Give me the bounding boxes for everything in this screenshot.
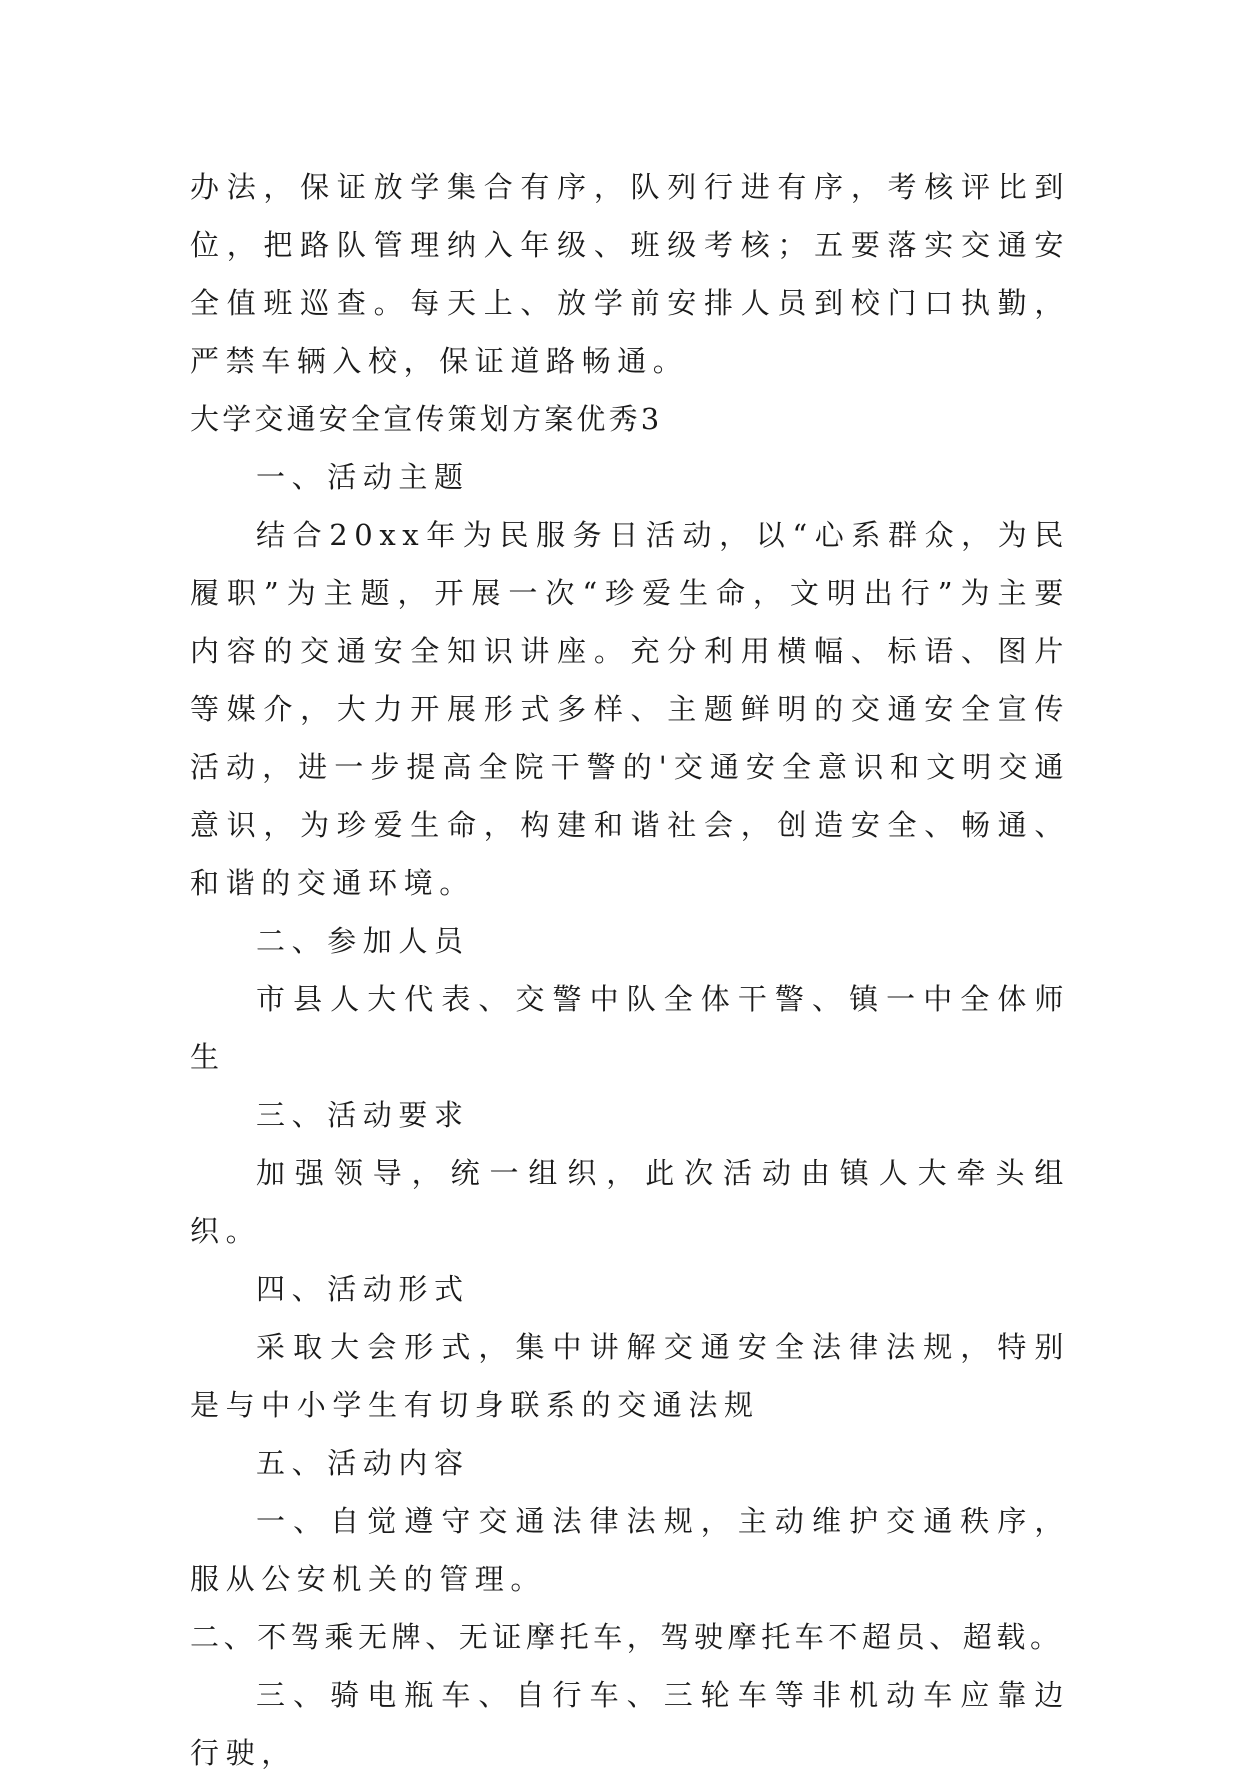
paragraph-continuation: 办法，保证放学集合有序，队列行进有序，考核评比到位，把路队管理纳入年级、班级考核；五要落实交通安全值班巡查。每天上、放学前安排人员到校门口执勤，严禁车辆入校，保证道路畅通。 <box>190 170 1070 378</box>
document-body <box>190 158 1070 1782</box>
paragraph-requirements: 加强领导，统一组织，此次活动由镇人大牵头组织。 <box>190 1156 1070 1248</box>
paragraph-activity-theme: 结合20xx年为民服务日活动，以“心系群众，为民履职”为主题，开展一次“珍爱生命，文明出行”为主要内容的交通安全知识讲座。充分利用横幅、标语、图片等媒介，大力开展形式多样、主题鲜明的交通安全宣传活动，进一步提高全院干警的'交通安全意识和文明交通意识，为珍爱生命，构建和谐社会，创造安全、畅通、和谐的交通环境。 <box>190 518 1070 900</box>
paragraph-format: 采取大会形式，集中讲解交通安全法律法规，特别是与中小学生有切身联系的交通法规 <box>190 1330 1070 1422</box>
heading-content: 五、活动内容 <box>256 1446 470 1480</box>
heading-format: 四、活动形式 <box>256 1272 470 1306</box>
heading-participants: 二、参加人员 <box>256 924 470 958</box>
heading-activity-theme: 一、活动主题 <box>256 460 470 494</box>
paragraph-participants: 市县人大代表、交警中队全体干警、镇一中全体师生 <box>190 982 1070 1074</box>
paragraph-content-item-1: 一、自觉遵守交通法律法规，主动维护交通秩序，服从公安机关的管理。 <box>190 1504 1070 1596</box>
heading-requirements: 三、活动要求 <box>256 1098 470 1132</box>
paragraph-content-item-3: 三、骑电瓶车、自行车、三轮车等非机动车应靠边行驶， <box>190 1678 1070 1770</box>
paragraph-content-item-2: 二、不驾乘无牌、无证摩托车，驾驶摩托车不超员、超载。 <box>190 1620 1064 1654</box>
section-title: 大学交通安全宣传策划方案优秀3 <box>190 402 663 436</box>
